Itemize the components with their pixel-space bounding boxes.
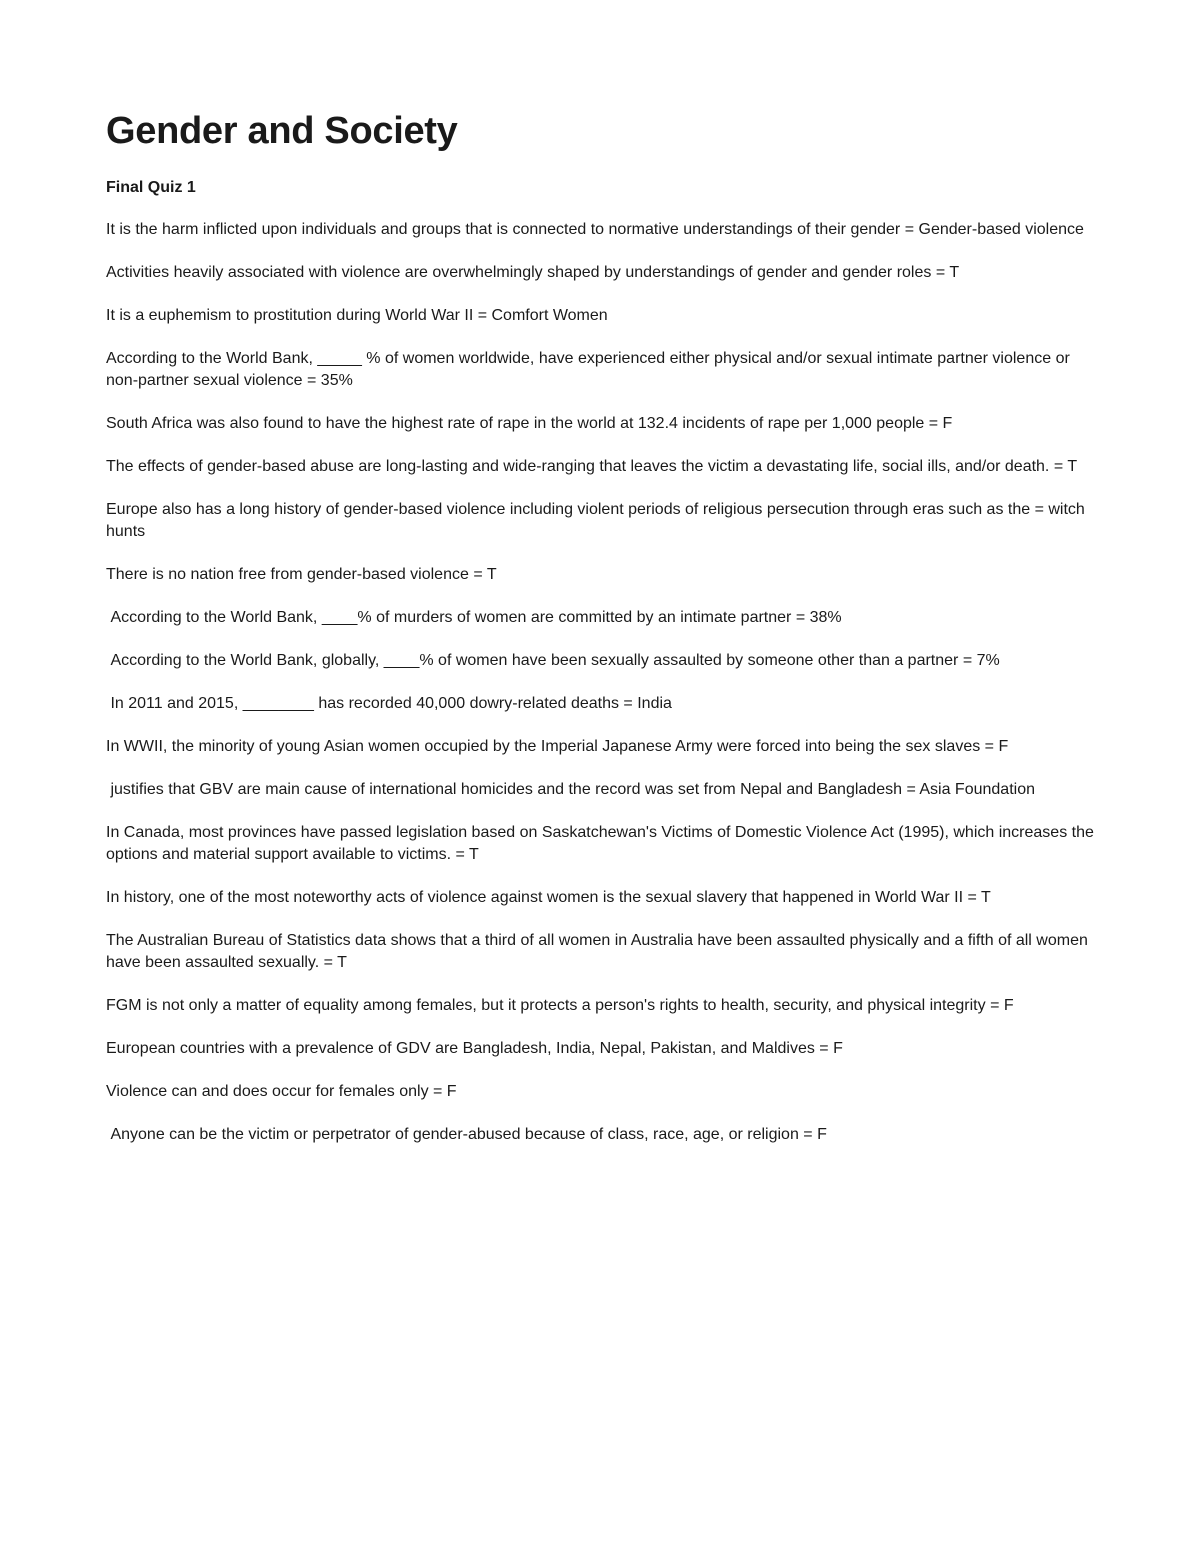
- quiz-item: It is a euphemism to prostitution during World War II = Comfort Women: [106, 307, 608, 325]
- quiz-item: In history, one of the most noteworthy acts of violence against women is the sexual slavery that happened in World War II = T: [106, 889, 991, 907]
- quiz-subtitle: Final Quiz 1: [106, 179, 196, 196]
- quiz-item: According to the World Bank, globally, ____% of women have been sexually assaulted by someone other than a partner = 7%: [106, 652, 1000, 670]
- quiz-item: The Australian Bureau of Statistics data shows that a third of all women in Australia have been assaulted physically and a fifth of all women have been assaulted sexually. = T: [106, 932, 1093, 971]
- quiz-item: According to the World Bank, ____% of murders of women are committed by an intimate partner = 38%: [106, 608, 842, 626]
- quiz-item: In 2011 and 2015, ________ has recorded 40,000 dowry-related deaths = India: [106, 695, 672, 713]
- quiz-item: The effects of gender-based abuse are long-lasting and wide-ranging that leaves the victim a devastating life, social ills, and/or death. = T: [106, 458, 1078, 476]
- quiz-item: Activities heavily associated with violence are overwhelmingly shaped by understandings of gender and gender roles = T: [106, 264, 960, 282]
- quiz-item: According to the World Bank, _____ % of women worldwide, have experienced either physical and/or sexual intimate partner violence or non-partner sexual violence = 35%: [106, 350, 1075, 389]
- document-title: Gender and Society: [106, 110, 458, 152]
- quiz-item-list: [106, 219, 1099, 1167]
- quiz-item: It is the harm inflicted upon individuals and groups that is connected to normative understandings of their gender = Gender-based violence: [106, 221, 1084, 238]
- quiz-item: In WWII, the minority of young Asian women occupied by the Imperial Japanese Army were forced into being the sex slaves = F: [106, 738, 1009, 756]
- quiz-item: There is no nation free from gender-based violence = T: [106, 565, 497, 583]
- quiz-item: Europe also has a long history of gender-based violence including violent periods of religious persecution through eras such as the = witch hunts: [106, 501, 1090, 540]
- quiz-item: European countries with a prevalence of GDV are Bangladesh, India, Nepal, Pakistan, and Maldives = F: [106, 1039, 843, 1057]
- quiz-item: South Africa was also found to have the highest rate of rape in the world at 132.4 incidents of rape per 1,000 people = F: [106, 414, 953, 432]
- quiz-item: Anyone can be the victim or perpetrator of gender-abused because of class, race, age, or religion = F: [106, 1126, 827, 1144]
- quiz-item: Violence can and does occur for females only = F: [106, 1083, 457, 1101]
- quiz-item: In Canada, most provinces have passed legislation based on Saskatchewan's Victims of Domestic Violence Act (1995), which increases the options and material support available to victims. = T: [106, 824, 1099, 863]
- quiz-item: justifies that GBV are main cause of international homicides and the record was set from Nepal and Bangladesh = Asia Foundation: [106, 781, 1035, 799]
- quiz-item: FGM is not only a matter of equality among females, but it protects a person's rights to health, security, and physical integrity = F: [106, 996, 1014, 1014]
